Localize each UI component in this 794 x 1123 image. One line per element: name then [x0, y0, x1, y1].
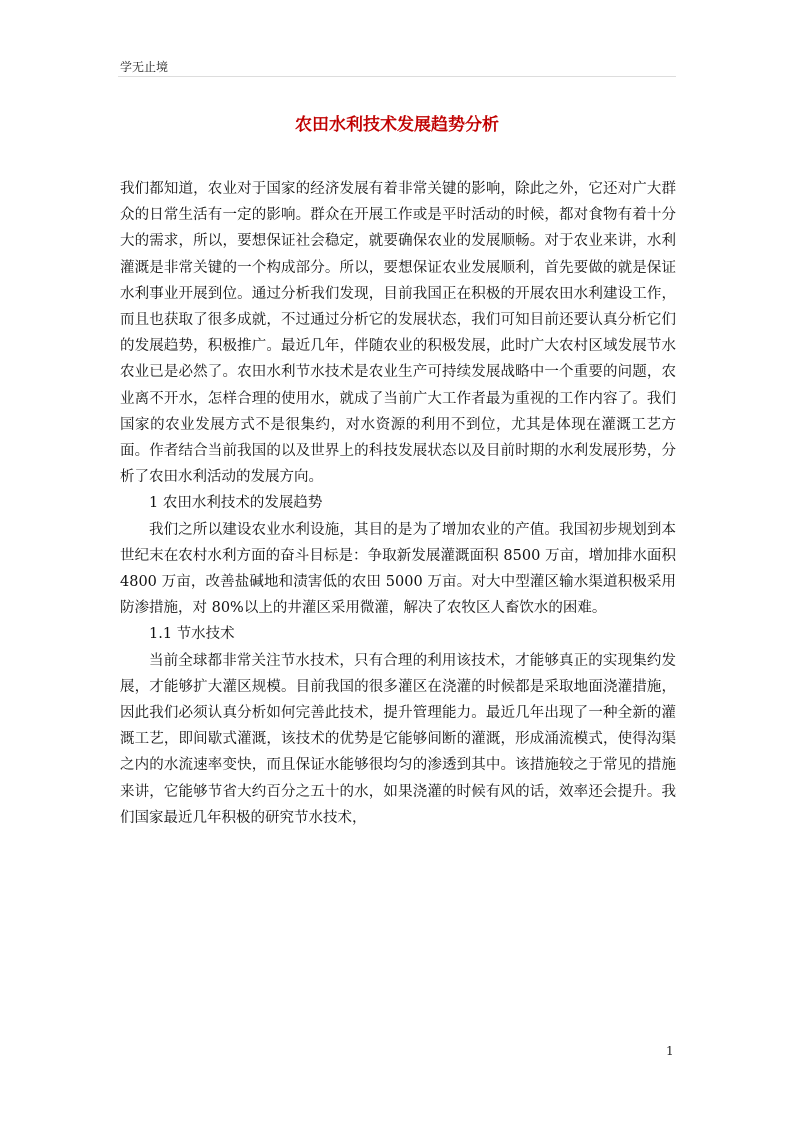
- running-header: 学无止境: [120, 60, 169, 74]
- paragraph-section-1: 我们之所以建设农业水利设施，其目的是为了增加农业的产值。我国初步规划到本世纪末在农村水利方面的奋斗目标是：争取新发展灌溉面积 8500 万亩，增加排水面积 4800 万亩，改善盐碱地和渍害低的农田 5000 万亩。对大中型灌区输水渠道积极采用防渗措施，对 80%以上的井灌区采用微灌，解决了农牧区人畜饮水的困难。: [120, 521, 676, 617]
- header-divider: [118, 76, 676, 77]
- paragraph-section-1-1: 当前全球都非常关注节水技术，只有合理的利用该技术，才能够真正的实现集约发展，才能够扩大灌区规模。目前我国的很多灌区在浇灌的时候都是采取地面浇灌措施，因此我们必须认真分析如何完善此技术，提升管理能力。最近几年出现了一种全新的灌溉工艺，即间歇式灌溉，该技术的优势是它能够间断的灌溉，形成涌流模式，使得沟渠之内的水流速率变快，而且保证水能够很均匀的渗透到其中。该措施较之于常见的措施来讲，它能够节省大约百分之五十的水，如果浇灌的时候有风的话，效率还会提升。我们国家最近几年积极的研究节水技术，: [120, 652, 676, 826]
- section-heading-1-1: 1.1 节水技术: [149, 626, 235, 643]
- document-body: [120, 176, 676, 831]
- paragraph-intro: 我们都知道，农业对于国家的经济发展有着非常关键的影响，除此之外，它还对广大群众的日常生活有一定的影响。群众在开展工作或是平时活动的时候，都对食物有着十分大的需求，所以，要想保证社会稳定，就要确保农业的发展顺畅。对于农业来讲，水利灌溉是非常关键的一个构成部分。所以，要想保证农业发展顺利，首先要做的就是保证水利事业开展到位。通过分析我们发现，目前我国正在积极的开展农田水利建设工作，而且也获取了很多成就，不过通过分析它的发展状态，我们可知目前还要认真分析它们的发展趋势，积极推广。最近几年，伴随农业的积极发展，此时广大农村区域发展节水农业已是必然了。农田水利节水技术是农业生产可持续发展战略中一个重要的问题，农业离不开水，怎样合理的使用水，就成了当前广大工作者最为重视的工作内容了。我们国家的农业发展方式不是很集约，对水资源的利用不到位，尤其是体现在灌溉工艺方面。作者结合当前我国的以及世界上的科技发展状态以及目前时期的水利发展形势，分析了农田水利活动的发展方向。: [120, 181, 676, 486]
- document-title: 农田水利技术发展趋势分析: [295, 115, 499, 135]
- section-heading-1: 1 农田水利技术的发展趋势: [149, 495, 323, 512]
- page-number: 1: [666, 1044, 674, 1058]
